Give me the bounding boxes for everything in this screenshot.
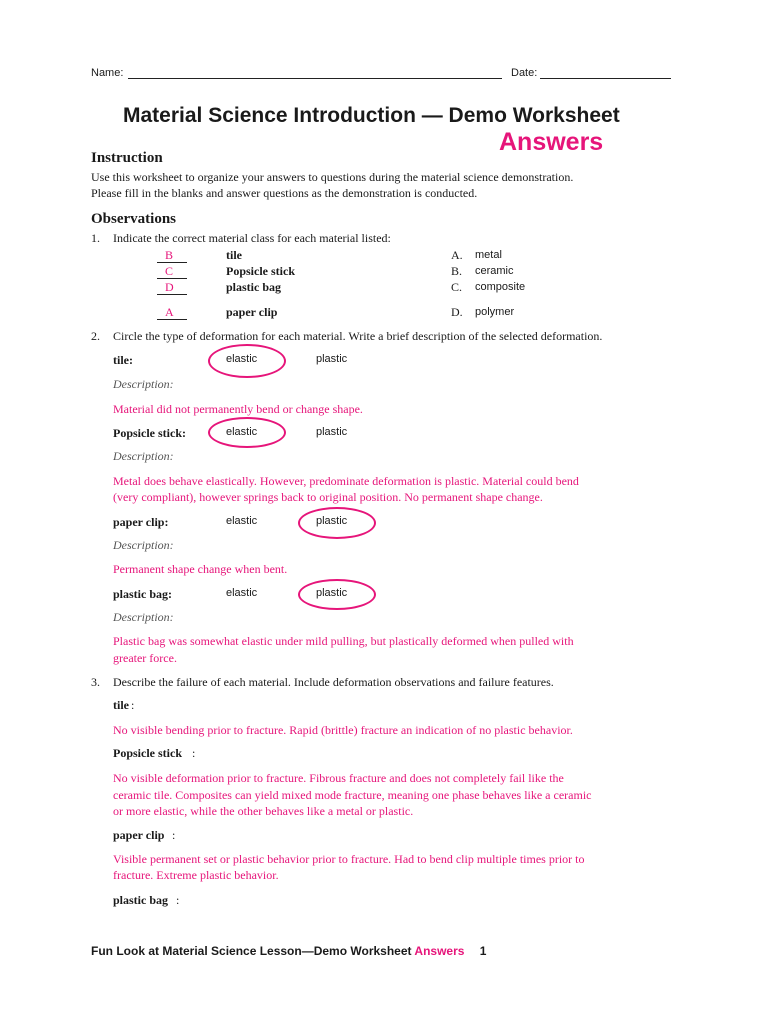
instruction-text-1: Use this worksheet to organize your answers to questions during the material science demonstration. — [91, 170, 574, 184]
q3-colon: : — [192, 746, 196, 760]
class-name: ceramic — [475, 265, 514, 277]
q3-answer-text: ceramic tile. Composites can yield mixed mode fracture, meaning one phase behaves like a ceramic — [113, 788, 592, 802]
q2-text: Circle the type of deformation for each material. Write a brief description of the selected deformation. — [113, 329, 603, 343]
q3-item-label: plastic bag — [113, 893, 169, 907]
option-elastic[interactable]: elastic — [226, 515, 258, 527]
option-plastic[interactable]: plastic — [316, 353, 348, 365]
q3-answer-text: Visible permanent set or plastic behavior prior to fracture. Had to bend clip multiple times prior to — [113, 852, 585, 866]
option-plastic[interactable]: plastic — [316, 426, 348, 438]
class-name: polymer — [475, 306, 515, 318]
observations-heading: Observations — [91, 211, 177, 227]
q2-answer-text: greater force. — [113, 651, 177, 665]
q1-blank[interactable] — [157, 262, 187, 263]
selection-circle — [208, 344, 286, 378]
class-letter: A. — [451, 248, 463, 262]
q2-answer-text: Plastic bag was somewhat elastic under mild pulling, but plastically deformed when pulled with — [113, 634, 574, 648]
q1-answer: A — [165, 305, 174, 319]
q1-material: paper clip — [226, 305, 278, 319]
q3-item-label: paper clip — [113, 828, 165, 842]
footer-text: Fun Look at Material Science Lesson—Demo Worksheet — [91, 944, 412, 958]
class-name: metal — [475, 249, 502, 261]
name-field-line[interactable] — [128, 78, 502, 79]
q3-item-label: Popsicle stick — [113, 746, 182, 760]
q3-answer-text: No visible deformation prior to fracture. Fibrous fracture and does not completely fail like the — [113, 771, 564, 785]
q2-item-label: Popsicle stick: — [113, 426, 186, 440]
q3-colon: : — [176, 893, 180, 907]
footer — [91, 944, 486, 958]
q1-material: plastic bag — [226, 280, 282, 294]
selection-circle — [298, 507, 376, 539]
description-label: Description: — [113, 377, 174, 391]
q2-item-label: tile: — [113, 353, 133, 367]
description-label: Description: — [113, 449, 174, 463]
option-plastic[interactable]: plastic — [316, 587, 348, 599]
selection-circle — [298, 579, 376, 610]
q3-colon: : — [172, 828, 176, 842]
q1-blank[interactable] — [157, 319, 187, 320]
option-elastic[interactable]: elastic — [226, 587, 258, 599]
q2-answer-text: Permanent shape change when bent. — [113, 562, 288, 576]
q1-blank[interactable] — [157, 294, 187, 295]
answers-title: Answers — [499, 128, 604, 156]
q3-colon: : — [131, 698, 135, 712]
class-letter: D. — [451, 305, 463, 319]
option-elastic[interactable]: elastic — [226, 426, 258, 438]
description-label: Description: — [113, 610, 174, 624]
q1-blank[interactable] — [157, 278, 187, 279]
q1-answer: B — [165, 248, 174, 262]
class-name: composite — [475, 281, 526, 293]
q1-text: Indicate the correct material class for each material listed: — [113, 231, 391, 245]
name-label: Name: — [91, 67, 124, 79]
selection-circle — [208, 417, 286, 448]
class-letter: B. — [451, 264, 463, 278]
q3-answer-text: No visible bending prior to fracture. Rapid (brittle) fracture an indication of no plastic behavior. — [113, 723, 573, 737]
q1-answer: D — [165, 280, 174, 294]
q1-answer: C — [165, 264, 174, 278]
q3-number: 3. — [91, 675, 100, 689]
q3-item-label: tile — [113, 698, 129, 712]
q2-item-label: plastic bag: — [113, 587, 173, 601]
date-label: Date: — [511, 67, 538, 79]
option-elastic[interactable]: elastic — [226, 353, 258, 365]
page-title: Material Science Introduction — Demo Worksheet — [123, 104, 620, 127]
q2-number: 2. — [91, 329, 100, 343]
date-field-line[interactable] — [540, 78, 671, 79]
q3-text: Describe the failure of each material. Include deformation observations and failure features. — [113, 675, 554, 689]
q1-material: Popsicle stick — [226, 264, 295, 278]
q3-answer-text: or more elastic, while the other behaves like a metal or plastic. — [113, 804, 414, 818]
class-letter: C. — [451, 280, 463, 294]
description-label: Description: — [113, 538, 174, 552]
q2-item-label: paper clip: — [113, 515, 169, 529]
q3-answer-text: fracture. Extreme plastic behavior. — [113, 868, 279, 882]
instruction-heading: Instruction — [91, 150, 163, 166]
instruction-text-2: Please fill in the blanks and answer questions as the demonstration is conducted. — [91, 186, 478, 200]
page-number: 1 — [479, 944, 487, 958]
q1-number: 1. — [91, 231, 100, 245]
q1-material: tile — [226, 248, 242, 262]
q2-answer-text: Metal does behave elastically. However, predominate deformation is plastic. Material could bend — [113, 474, 579, 488]
option-plastic[interactable]: plastic — [316, 515, 348, 527]
q2-answer-text: Material did not permanently bend or change shape. — [113, 402, 363, 416]
footer-answers: Answers — [414, 944, 465, 958]
q2-answer-text: (very compliant), however springs back to original position. No permanent shape change. — [113, 490, 543, 504]
